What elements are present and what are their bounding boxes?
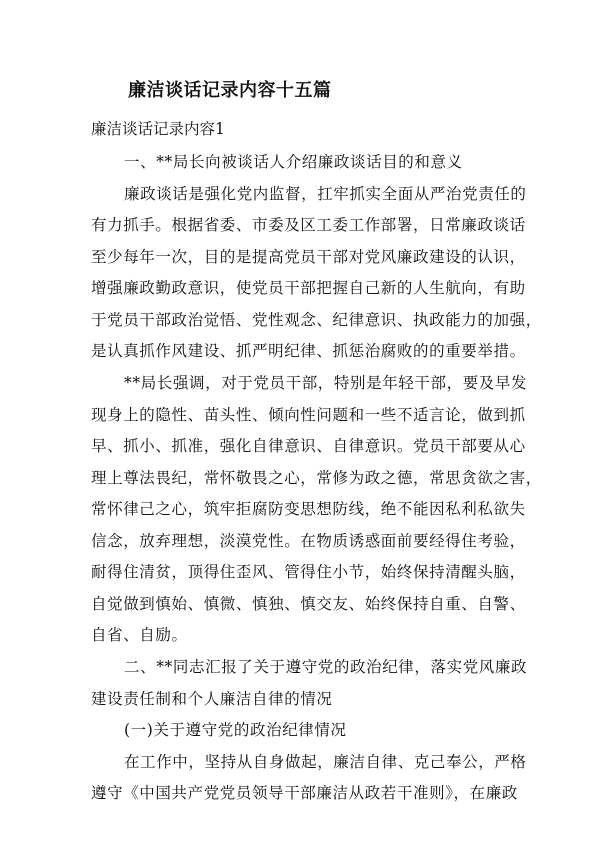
paragraph-line: 是认真抓作风建设、抓严明纪律、抓惩治腐败的的重要举措。 [91, 342, 526, 360]
paragraph-line: 耐得住清贫，顶得住歪风、管得住小节，始终保持清醒头脑， [91, 563, 526, 581]
document-title: 廉洁谈话记录内容十五篇 [128, 80, 332, 101]
subsection-heading: (一)关于遵守党的政治纪律情况 [124, 721, 347, 739]
paragraph-line: 建设责任制和个人廉洁自律的情况 [91, 690, 333, 708]
section-heading-2: 二、**同志汇报了关于遵守党的政治纪律，落实党风廉政 [124, 658, 528, 676]
paragraph-line: 常怀律己之心，筑牢拒腐防变思想防线，绝不能因私利私欲失 [91, 500, 526, 518]
paragraph-line: 现身上的隐性、苗头性、倾向性问题和一些不适言论，做到抓 [91, 406, 526, 424]
paragraph-line: 信念，放弃理想，淡漠党性。在物质诱惑面前要经得住考验， [91, 532, 526, 550]
paragraph-line: 有力抓手。根据省委、市委及区工委工作部署，日常廉政谈话 [91, 216, 526, 234]
paragraph-line: **局长强调，对于党员干部，特别是年轻干部，要及早发 [124, 374, 528, 392]
paragraph-line: 早、抓小、抓准，强化自律意识、自律意识。党员干部要从心 [91, 437, 526, 455]
section-heading-1: 一、**局长向被谈话人介绍廉政谈话目的和意义 [124, 153, 463, 171]
paragraph-line: 于党员干部政治觉悟、党性观念、纪律意识、执政能力的加强， [91, 311, 542, 329]
document-subtitle: 廉洁谈话记录内容1 [91, 120, 225, 138]
paragraph-line: 遵守《中国共产党党员领导干部廉洁从政若干准则》，在廉政 [91, 784, 518, 802]
paragraph-line: 理上尊法畏纪，常怀敬畏之心，常修为政之德，常思贪欲之害， [91, 469, 542, 487]
paragraph-line: 至少每年一次，目的是提高党员干部对党风廉政建设的认识， [91, 248, 526, 266]
paragraph-line: 廉政谈话是强化党内监督，扛牢抓实全面从严治党责任的 [124, 185, 527, 203]
paragraph-line: 在工作中，坚持从自身做起，廉洁自律、克己奉公，严格 [124, 753, 527, 771]
paragraph-line: 增强廉政勤政意识，使党员干部把握自己新的人生航向，有助 [91, 279, 526, 297]
paragraph-line: 自省、自励。 [91, 626, 188, 644]
paragraph-line: 自觉做到慎始、慎微、慎独、慎交友、始终保持自重、自警、 [91, 595, 526, 613]
